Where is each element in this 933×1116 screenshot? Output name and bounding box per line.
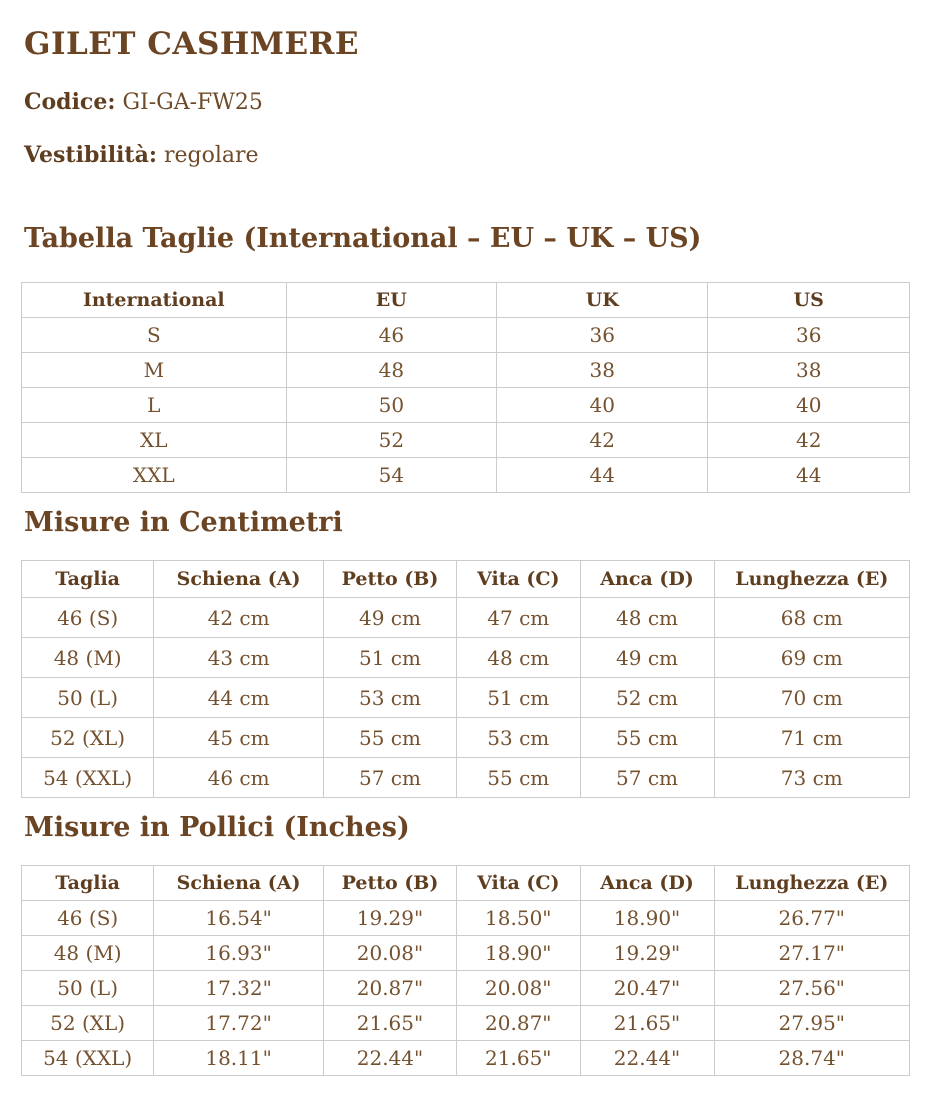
table-cell: 27.17" bbox=[714, 936, 909, 971]
product-code-line bbox=[24, 89, 910, 115]
table-cell: 16.93" bbox=[154, 936, 324, 971]
table-row bbox=[22, 353, 910, 388]
table-row bbox=[22, 718, 910, 758]
table-cell: 20.08" bbox=[457, 971, 580, 1006]
table-cell: 51 cm bbox=[457, 678, 580, 718]
centimeters-table bbox=[21, 560, 910, 798]
table-cell: 48 (M) bbox=[22, 638, 154, 678]
table-cell: 48 bbox=[286, 353, 496, 388]
table-row bbox=[22, 936, 910, 971]
table-cell: 19.29" bbox=[580, 936, 714, 971]
table-row bbox=[22, 1006, 910, 1041]
column-header: Lunghezza (E) bbox=[714, 866, 909, 901]
table-cell: 22.44" bbox=[323, 1041, 456, 1076]
table-cell: 22.44" bbox=[580, 1041, 714, 1076]
table-cell: 54 bbox=[286, 458, 496, 493]
table-cell: 26.77" bbox=[714, 901, 909, 936]
table-cell: 42 bbox=[497, 423, 708, 458]
table-cell: 27.95" bbox=[714, 1006, 909, 1041]
table-cell: 52 bbox=[286, 423, 496, 458]
table-cell: 48 cm bbox=[580, 598, 714, 638]
table-cell: 53 cm bbox=[457, 718, 580, 758]
size-table-header-row bbox=[22, 283, 910, 318]
table-cell: 54 (XXL) bbox=[22, 1041, 154, 1076]
table-cell: 68 cm bbox=[714, 598, 909, 638]
table-cell: 27.56" bbox=[714, 971, 909, 1006]
table-cell: 69 cm bbox=[714, 638, 909, 678]
column-header: Schiena (A) bbox=[154, 866, 324, 901]
section-heading-size-table: Tabella Taglie (International – EU – UK – US) bbox=[24, 223, 702, 254]
table-cell: 50 (L) bbox=[22, 971, 154, 1006]
table-cell: 38 bbox=[497, 353, 708, 388]
table-cell: 28.74" bbox=[714, 1041, 909, 1076]
table-cell: 19.29" bbox=[323, 901, 456, 936]
column-header: Petto (B) bbox=[323, 866, 456, 901]
table-cell: 46 (S) bbox=[22, 901, 154, 936]
table-cell: 46 (S) bbox=[22, 598, 154, 638]
column-header: Anca (D) bbox=[580, 866, 714, 901]
table-cell: 20.08" bbox=[323, 936, 456, 971]
table-row bbox=[22, 971, 910, 1006]
table-cell: 55 cm bbox=[323, 718, 456, 758]
column-header: US bbox=[708, 283, 910, 318]
column-header: Taglia bbox=[22, 561, 154, 598]
table-cell: 57 cm bbox=[580, 758, 714, 798]
fit-label: Vestibilità: bbox=[24, 142, 157, 168]
table-row bbox=[22, 598, 910, 638]
table-cell: 46 bbox=[286, 318, 496, 353]
table-cell: 52 (XL) bbox=[22, 718, 154, 758]
fit-value: regolare bbox=[163, 143, 259, 168]
table-cell: XXL bbox=[22, 458, 287, 493]
column-header: International bbox=[22, 283, 287, 318]
table-row bbox=[22, 638, 910, 678]
table-cell: 54 (XXL) bbox=[22, 758, 154, 798]
table-cell: 50 (L) bbox=[22, 678, 154, 718]
table-cell: 49 cm bbox=[323, 598, 456, 638]
table-cell: 18.50" bbox=[457, 901, 580, 936]
table-cell: 73 cm bbox=[714, 758, 909, 798]
column-header: UK bbox=[497, 283, 708, 318]
table-cell: 36 bbox=[497, 318, 708, 353]
table-cell: 70 cm bbox=[714, 678, 909, 718]
table-cell: 36 bbox=[708, 318, 910, 353]
table-cell: 52 (XL) bbox=[22, 1006, 154, 1041]
section-heading-centimeters: Misure in Centimetri bbox=[24, 507, 343, 538]
table-cell: 44 bbox=[708, 458, 910, 493]
column-header: Vita (C) bbox=[457, 866, 580, 901]
table-cell: 42 cm bbox=[154, 598, 324, 638]
centimeters-table-header-row bbox=[22, 561, 910, 598]
table-cell: 42 bbox=[708, 423, 910, 458]
product-code-value: GI-GA-FW25 bbox=[122, 90, 263, 115]
table-row bbox=[22, 1041, 910, 1076]
table-row bbox=[22, 758, 910, 798]
table-cell: 43 cm bbox=[154, 638, 324, 678]
column-header: Anca (D) bbox=[580, 561, 714, 598]
table-cell: 48 cm bbox=[457, 638, 580, 678]
inches-table bbox=[21, 865, 910, 1076]
table-cell: M bbox=[22, 353, 287, 388]
column-header: Lunghezza (E) bbox=[714, 561, 909, 598]
column-header: EU bbox=[286, 283, 496, 318]
table-cell: XL bbox=[22, 423, 287, 458]
table-row bbox=[22, 423, 910, 458]
table-row bbox=[22, 458, 910, 493]
column-header: Schiena (A) bbox=[154, 561, 324, 598]
table-cell: 46 cm bbox=[154, 758, 324, 798]
table-cell: 40 bbox=[497, 388, 708, 423]
international-size-table bbox=[21, 282, 910, 493]
table-cell: 20.87" bbox=[457, 1006, 580, 1041]
section-heading-inches: Misure in Pollici (Inches) bbox=[24, 812, 410, 843]
table-cell: 20.47" bbox=[580, 971, 714, 1006]
table-cell: 18.90" bbox=[580, 901, 714, 936]
inches-table-header-row bbox=[22, 866, 910, 901]
column-header: Taglia bbox=[22, 866, 154, 901]
table-row bbox=[22, 388, 910, 423]
column-header: Vita (C) bbox=[457, 561, 580, 598]
table-cell: 20.87" bbox=[323, 971, 456, 1006]
table-cell: 44 cm bbox=[154, 678, 324, 718]
table-cell: 47 cm bbox=[457, 598, 580, 638]
table-cell: 17.32" bbox=[154, 971, 324, 1006]
table-cell: 40 bbox=[708, 388, 910, 423]
table-cell: 49 cm bbox=[580, 638, 714, 678]
table-cell: 50 bbox=[286, 388, 496, 423]
table-row bbox=[22, 678, 910, 718]
table-cell: 55 cm bbox=[580, 718, 714, 758]
table-cell: 55 cm bbox=[457, 758, 580, 798]
table-cell: 18.90" bbox=[457, 936, 580, 971]
fit-line bbox=[24, 142, 910, 168]
table-cell: 21.65" bbox=[323, 1006, 456, 1041]
table-cell: 38 bbox=[708, 353, 910, 388]
table-cell: 17.72" bbox=[154, 1006, 324, 1041]
column-header: Petto (B) bbox=[323, 561, 456, 598]
product-code-label: Codice: bbox=[24, 89, 116, 115]
table-cell: L bbox=[22, 388, 287, 423]
table-cell: 48 (M) bbox=[22, 936, 154, 971]
table-cell: 18.11" bbox=[154, 1041, 324, 1076]
table-row bbox=[22, 901, 910, 936]
table-cell: 16.54" bbox=[154, 901, 324, 936]
table-cell: 45 cm bbox=[154, 718, 324, 758]
table-cell: S bbox=[22, 318, 287, 353]
table-cell: 52 cm bbox=[580, 678, 714, 718]
table-cell: 71 cm bbox=[714, 718, 909, 758]
table-cell: 51 cm bbox=[323, 638, 456, 678]
table-cell: 57 cm bbox=[323, 758, 456, 798]
table-cell: 21.65" bbox=[580, 1006, 714, 1041]
table-cell: 21.65" bbox=[457, 1041, 580, 1076]
page-title: GILET CASHMERE bbox=[24, 26, 359, 62]
table-cell: 53 cm bbox=[323, 678, 456, 718]
table-cell: 44 bbox=[497, 458, 708, 493]
table-row bbox=[22, 318, 910, 353]
